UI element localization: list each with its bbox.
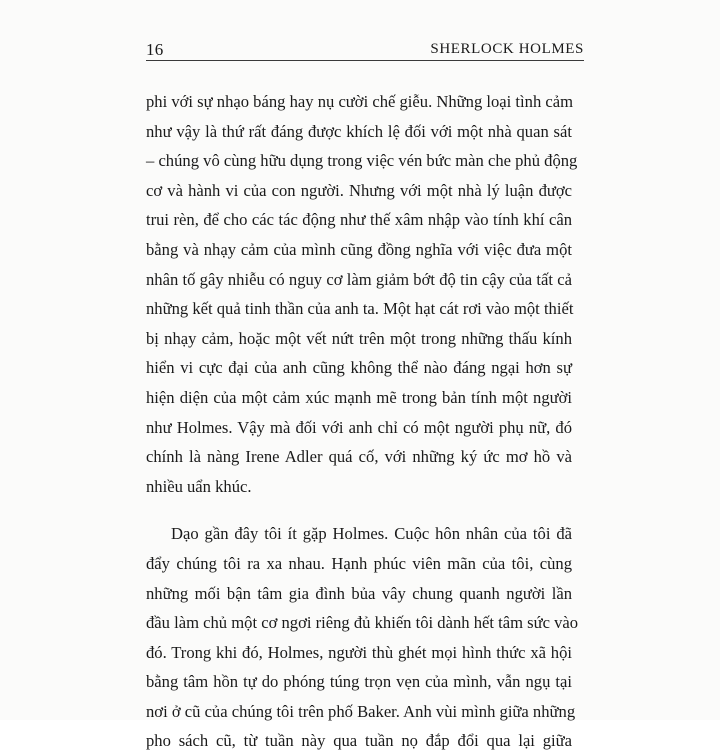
text-line: bị nhạy cảm, hoặc một vết nứt trên một trong những thấu kính xyxy=(146,328,572,348)
paragraph-2 xyxy=(146,519,579,756)
text-line: nhiều uẩn khúc. xyxy=(146,476,252,496)
text-line: đầu làm chủ một cơ ngơi riêng đủ khiến tôi dành hết tâm sức vào xyxy=(146,613,579,633)
text-line: cơ và hành vi của con người. Nhưng với một nhà lý luận được xyxy=(146,180,572,200)
text-line: nhân tố gây nhiễu có nguy cơ làm giảm bớt độ tin cậy của tất cả xyxy=(146,269,572,289)
text-line: – chúng vô cùng hữu dụng trong việc vén bức màn che phủ động xyxy=(146,151,578,171)
page-header xyxy=(146,38,584,61)
text-line: hiển vi cực đại của anh cũng không thể nào đáng ngại hơn sự xyxy=(146,358,572,378)
text-line: như Holmes. Vậy mà đối với anh chỉ có một người phụ nữ, đó xyxy=(146,417,572,437)
paragraph-spacer xyxy=(146,501,572,519)
page-number: 16 xyxy=(146,40,164,59)
text-line: đó. Trong khi đó, Holmes, người thù ghét mọi hình thức xã hội xyxy=(146,642,572,662)
text-line: chính là nàng Irene Adler quá cố, với những ký ức mơ hồ và xyxy=(146,447,572,467)
text-line: trui rèn, để cho các tác động như thế xâm nhập vào tính khí cân xyxy=(146,210,572,230)
text-line: bằng và nhạy cảm của mình cũng đồng nghĩa với việc đưa một xyxy=(146,239,572,259)
text-line: như vậy là thứ rất đáng được khích lệ đối với một nhà quan sát xyxy=(146,121,572,141)
text-line: những kết quả tinh thần của anh ta. Một hạt cát rơi vào một thiết xyxy=(146,299,574,319)
running-title: SHERLOCK HOLMES xyxy=(430,41,584,57)
text-line: phi với sự nhạo báng hay nụ cười chế giễu. Những loại tình cảm xyxy=(146,92,574,111)
text-line: đẩy chúng tôi ra xa nhau. Hạnh phúc viên mãn của tôi, cùng xyxy=(146,553,572,573)
body-text xyxy=(146,87,579,756)
paragraph-1 xyxy=(146,87,578,501)
text-line: những mối bận tâm gia đình bủa vây chung quanh người lần xyxy=(146,583,572,603)
text-line: bằng tâm hồn tự do phóng túng trọn vẹn của mình, vẫn ngụ tại xyxy=(146,672,572,692)
text-line: pho sách cũ, từ tuần này qua tuần nọ đắp đổi qua lại giữa xyxy=(146,731,572,751)
text-line: hiện diện của một cảm xúc mạnh mẽ trong bản tính một người xyxy=(146,387,572,407)
text-line: Dạo gần đây tôi ít gặp Holmes. Cuộc hôn nhân của tôi đã xyxy=(171,524,572,544)
text-line: nơi ở cũ của chúng tôi trên phố Baker. Anh vùi mình giữa những xyxy=(146,701,576,721)
